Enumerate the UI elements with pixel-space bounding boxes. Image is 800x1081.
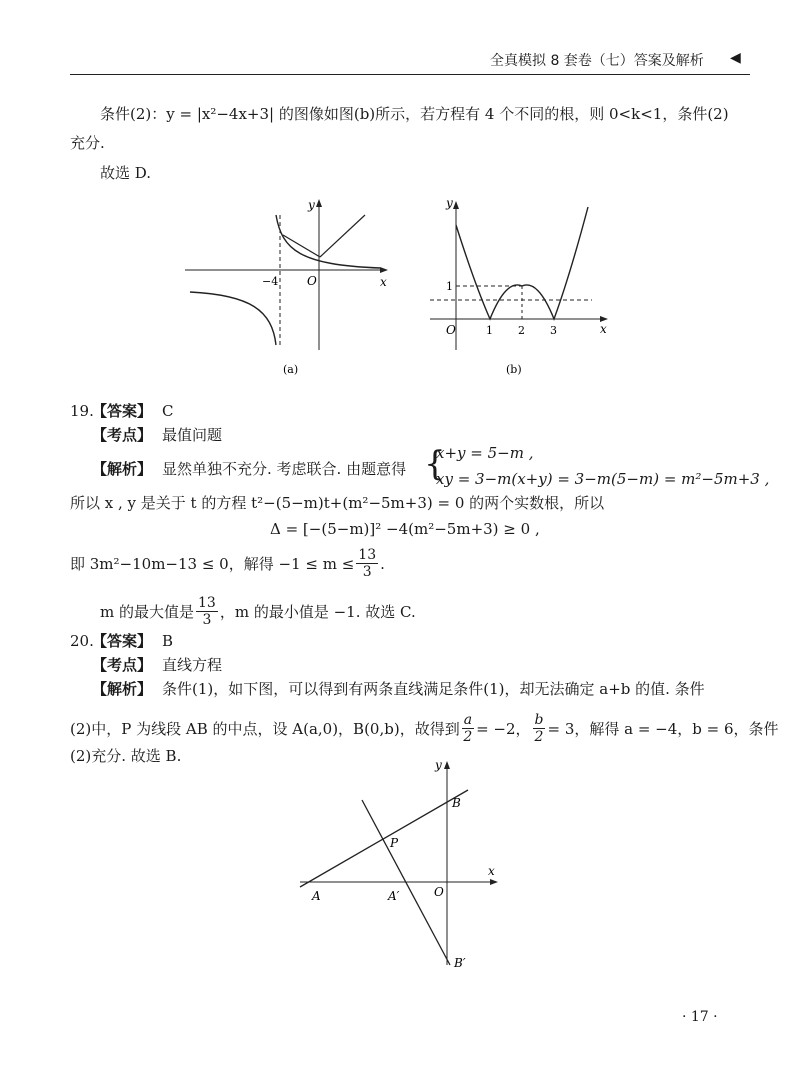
q19-number: 19.	[70, 402, 94, 420]
continuation-line-3: 故选 D.	[100, 164, 152, 182]
q19-line-so: 所以 x , y 是关于 t 的方程 t²−(5−m)t+(m²−5m+3) = 0 的两个实数根，所以	[70, 494, 605, 512]
fig-c-label-y: y	[435, 758, 442, 772]
q19-fraction	[356, 547, 378, 580]
q20-frac-a-num: a	[463, 712, 473, 728]
q20-line-3: (2)充分. 故选 B.	[70, 747, 182, 765]
q19-ineq-prefix: 即 3m²−10m−13 ≤ 0，解得 −1 ≤ m ≤	[70, 554, 355, 573]
q20-line-1: 条件(1)，如下图，可以得到有两条直线满足条件(1)，却无法确定 a+b 的值. 条件	[162, 680, 705, 698]
q20-frac-b	[533, 712, 546, 745]
fig-b-label-x: x	[600, 322, 607, 336]
q20-number: 20.	[70, 632, 94, 650]
q20-frac-b-num: b	[534, 712, 544, 728]
q20-frac-a	[462, 712, 474, 745]
fig-a-caption: (a)	[283, 363, 299, 376]
q20-mid: = −2，	[476, 719, 531, 738]
fig-a-label-neg4: −4	[262, 275, 279, 288]
q19-system-eq2: xy = 3−m(x+y) = 3−m(5−m) = m²−5m+3 ,	[436, 470, 770, 488]
fig-c-label-x: x	[488, 864, 495, 878]
q19-analysis-intro: 显然单独不充分. 考虑联合. 由题意得	[162, 460, 407, 478]
q20-line2-prefix: (2)中，P 为线段 AB 的中点，设 A(a,0)，B(0,b)，故得到	[70, 719, 460, 738]
fig-b-label-y: y	[446, 196, 453, 210]
q20-frac-a-den: 2	[463, 729, 473, 745]
fig-c-label-B-prime: B′	[454, 956, 466, 970]
figure-b	[420, 195, 620, 380]
q20-analysis-tag: 【解析】	[92, 680, 153, 698]
fig-a-label-y: y	[308, 198, 315, 212]
q19-max-line	[100, 595, 416, 628]
fig-b-label-2x: 2	[518, 324, 525, 337]
fig-c-label-P: P	[390, 836, 399, 850]
q19-brace-icon: {	[424, 444, 446, 484]
q19-answer-tag: 【答案】	[92, 402, 153, 420]
fig-a-label-x: x	[380, 275, 387, 289]
header-title: 全真模拟 8 套卷（七）答案及解析	[490, 53, 704, 69]
fig-c-x-arrow-icon	[490, 879, 498, 885]
q19-point-tag: 【考点】	[92, 426, 153, 444]
fig-a-curve-left	[190, 292, 276, 345]
q19-frac-den: 3	[362, 564, 372, 580]
page-number: · 17 ·	[682, 1009, 718, 1025]
q19-max-frac-den: 3	[202, 612, 212, 628]
q19-system-eq1: x+y = 5−m ,	[436, 444, 534, 462]
q19-delta: Δ = [−(5−m)]² −4(m²−5m+3) ≥ 0 ,	[270, 520, 540, 538]
q20-line-2	[70, 712, 779, 745]
q20-answer-tag: 【答案】	[92, 632, 153, 650]
fig-b-label-1x: 1	[486, 324, 493, 337]
q19-analysis-tag: 【解析】	[92, 460, 153, 478]
fig-b-y-arrow-icon	[453, 201, 459, 209]
fig-c-label-A: A	[312, 889, 321, 903]
fig-c-label-A-prime: A′	[388, 889, 400, 903]
fig-c-line-AB	[300, 790, 468, 887]
q20-frac-b-den: 2	[534, 729, 544, 745]
q19-max-fraction	[196, 595, 218, 628]
q20-line2-suffix: = 3，解得 a = −4，b = 6，条件	[547, 719, 779, 738]
q19-answer: C	[162, 402, 174, 420]
fig-a-label-origin: O	[307, 274, 317, 288]
fig-a-x-arrow-icon	[380, 267, 388, 273]
q19-max-suffix: ，m 的最小值是 −1. 故选 C.	[219, 602, 416, 621]
q19-inequality	[70, 547, 385, 580]
q19-max-frac-num: 13	[198, 595, 216, 611]
q20-point: 直线方程	[162, 656, 223, 674]
fig-b-curve	[456, 207, 588, 319]
header-rule	[70, 74, 750, 75]
fig-b-caption: (b)	[506, 363, 522, 376]
q20-point-tag: 【考点】	[92, 656, 153, 674]
header-marker-icon: ◀	[730, 50, 741, 66]
fig-b-label-origin: O	[446, 323, 456, 337]
continuation-line-2: 充分.	[70, 134, 105, 152]
q19-period: .	[380, 554, 385, 573]
q20-answer: B	[162, 632, 174, 650]
fig-b-label-1y: 1	[446, 280, 453, 293]
fig-c-y-arrow-icon	[444, 761, 450, 769]
figure-a	[180, 195, 400, 380]
q19-frac-num: 13	[358, 547, 377, 563]
fig-a-line-2	[320, 215, 365, 257]
fig-a-curve-right	[276, 215, 380, 268]
fig-b-label-3x: 3	[550, 324, 557, 337]
figure-c	[290, 755, 510, 980]
q19-max-prefix: m 的最大值是	[100, 602, 194, 621]
fig-a-y-arrow-icon	[316, 199, 322, 207]
fig-c-label-B: B	[452, 796, 461, 810]
q19-point: 最值问题	[162, 426, 223, 444]
fig-c-label-origin: O	[434, 885, 444, 899]
continuation-line-1: 条件(2)：y = |x²−4x+3| 的图像如图(b)所示，若方程有 4 个不同的根，则 0<k<1，条件(2)	[100, 105, 729, 123]
